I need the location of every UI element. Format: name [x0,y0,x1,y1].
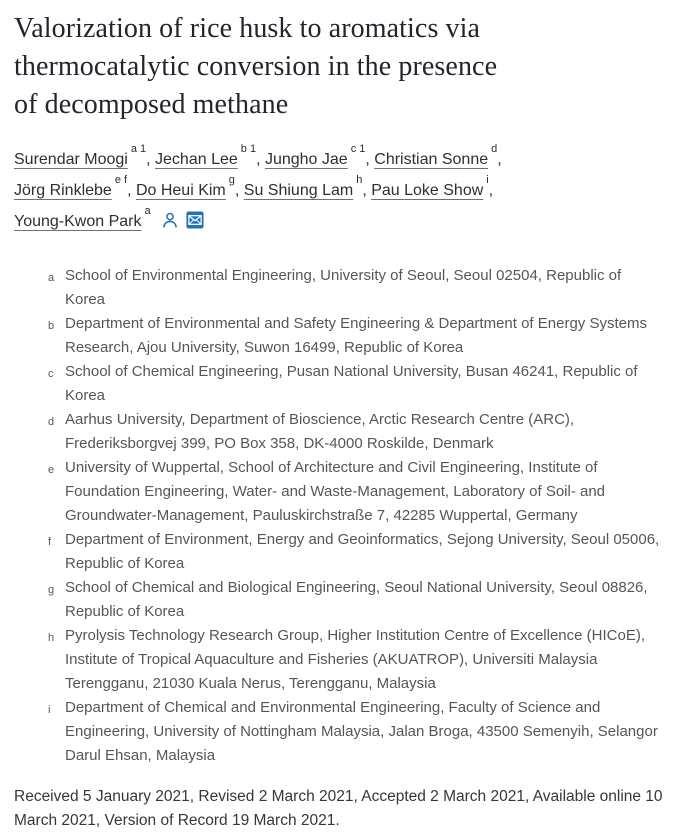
author-entry [14,204,151,230]
affiliation-text: Aarhus University, Department of Bioscience, Arctic Research Centre (ARC), Frederiksborgvej 399, PO Box 358, DK-4000 Roskilde, Denmark [65,411,575,452]
affiliation-item [48,264,662,312]
author-link[interactable]: Jechan Lee [155,151,238,168]
author-separator: , [127,182,136,199]
affiliation-label: c [48,368,54,380]
author-affiliation-superscript: e f [114,173,128,186]
author-affiliation-superscript: c 1 [350,142,366,155]
affiliation-item [48,408,662,456]
affiliation-label: f [48,536,52,548]
author-link[interactable]: Su Shiung Lam [243,182,354,199]
affiliation-text: Department of Chemical and Environmental Engineering, Faculty of Science and Engineering, University of Nottingham Malaysia, Jalan Broga, 43500 Semenyih, Selangor Darul Ehsan, Malaysia [65,699,658,764]
affiliation-label: d [48,416,55,428]
author-link[interactable]: Young-Kwon Park [14,213,142,230]
affiliation-text: School of Environmental Engineering, University of Seoul, Seoul 02504, Republic of Korea [65,267,622,308]
affiliation-label: g [48,584,55,596]
affiliation-item [48,624,662,696]
author-link[interactable]: Jungho Jae [264,151,348,168]
author-affiliation-superscript: i [486,173,489,186]
author-link[interactable]: Christian Sonne [374,151,489,168]
title-line: Valorization of rice husk to aromatics via [14,13,481,44]
author-entry [243,173,363,199]
author-entry [14,173,128,199]
author-icons [161,213,211,230]
article-history: Received 5 January 2021, Revised 2 March 2021, Accepted 2 March 2021, Available online 10 March 2021, Version of Record 19 March 2021. [14,788,663,829]
correspondence-email-icon[interactable] [186,209,204,240]
author-link[interactable]: Surendar Moogi [14,151,128,168]
affiliation-text: School of Chemical Engineering, Pusan National University, Busan 46241, Republic of Korea [65,363,638,404]
title-line: of decomposed methane [14,89,289,120]
affiliation-item [48,360,662,408]
author-entry [135,173,235,199]
author-entry [371,173,489,199]
affiliation-label: e [48,464,55,476]
author-affiliation-superscript: g [228,173,235,186]
affiliation-list [48,264,662,768]
affiliation-text: School of Chemical and Biological Engineering, Seoul National University, Seoul 08826, Republic of Korea [65,579,648,620]
author-affiliation-superscript: b 1 [240,142,257,155]
author-entry [264,142,366,168]
affiliation-item [48,696,662,768]
author-separator: , [146,151,156,168]
author-affiliation-superscript: d [491,142,498,155]
author-separator: , [256,151,265,168]
affiliation-label: h [48,632,55,644]
author-link[interactable]: Jörg Rinklebe [14,182,112,199]
affiliation-text: Pyrolysis Technology Research Group, Higher Institution Centre of Excellence (HICoE), Institute of Tropical Aquaculture and Fisheries (AKUATROP), Universiti Malaysia Terengganu, 21030 Kuala Nerus, Terengganu, Malaysia [65,627,645,692]
author-affiliation-superscript: a 1 [130,142,147,155]
author-entry [14,142,147,168]
author-separator: , [234,182,244,199]
affiliation-item [48,576,662,624]
author-separator: , [488,182,494,199]
author-separator: , [497,151,502,168]
title-line: thermocatalytic conversion in the presence [14,51,498,82]
page-title [14,10,663,124]
affiliation-text: University of Wuppertal, School of Architecture and Civil Engineering, Institute of Foundation Engineering, Water- and Waste-Management, Laboratory of Soil- and Groundwater-Management, Pauluskirchstraße 7, 42285 Wuppertal, Germany [65,459,606,524]
author-affiliation-superscript: h [356,173,363,186]
author-link[interactable]: Pau Loke Show [371,182,484,199]
author-affiliation-superscript: a [144,204,151,217]
affiliation-item [48,456,662,528]
affiliation-item [48,312,662,360]
affiliation-label: i [48,704,51,716]
affiliation-text: Department of Environmental and Safety Engineering & Department of Energy Systems Research, Ajou University, Suwon 16499, Republic of Korea [65,315,647,356]
author-separator: , [362,182,372,199]
author-entry [374,142,498,168]
author-link[interactable]: Do Heui Kim [135,182,226,199]
author-profile-icon[interactable] [161,209,179,240]
affiliation-label: b [48,320,55,332]
author-list [14,144,606,240]
author-entry [155,142,257,168]
author-separator: , [365,151,375,168]
affiliation-label: a [48,272,55,284]
affiliation-item [48,528,662,576]
affiliation-text: Department of Environment, Energy and Geoinformatics, Sejong University, Seoul 05006, Republic of Korea [65,531,660,572]
